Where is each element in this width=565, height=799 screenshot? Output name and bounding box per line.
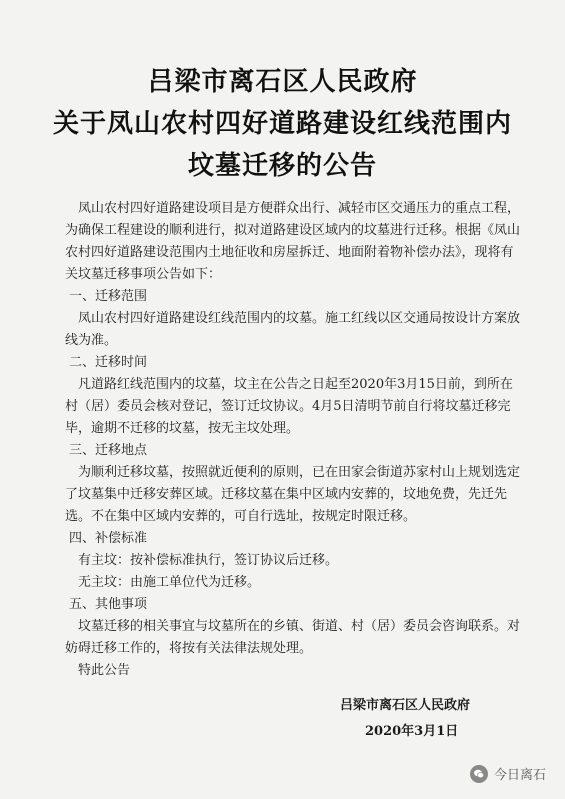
section-paragraph: 有主坟：按补偿标准执行，签订协议后迁移。 <box>78 553 339 568</box>
intro-paragraph: 凤山农村四好道路建设项目是方便群众出行、减轻市区交通压力的重点工程，为确保工程建设的顺利进行，拟对道路建设区域内的坟墓进行迁移。根据《凤山农村四好道路建设范围内土地征收和房屋拆迁、地面附着物补偿办法》，现将有关坟墓迁移事项公告如下： <box>65 201 521 282</box>
signature-org: 吕梁市离石区人民政府 <box>340 698 471 713</box>
section-heading: 五、其他事项 <box>69 597 148 612</box>
watermark-text: 今日离石 <box>494 768 547 783</box>
section-paragraph: 凤山农村四好道路建设红线范围内的坟墓。施工红线以区交通局按设计方案放线为准。 <box>65 311 521 348</box>
notice-body <box>65 198 525 682</box>
section-heading: 二、迁移时间 <box>69 355 148 370</box>
section-heading: 三、迁移地点 <box>69 443 148 458</box>
title-line-2: 关于凤山农村四好道路建设红线范围内 <box>52 109 512 139</box>
title-line-3: 坟墓迁移的公告 <box>187 151 377 181</box>
section-paragraph: 为顺利迁移坟墓，按照就近便利的原则，已在田家会街道苏家村山上规划选定了坟墓集中迁移安葬区域。迁移坟墓在集中区域内安葬的，坟地免费，先迁先选。不在集中区域内安葬的，可自行选址，按规定时限迁移。 <box>65 465 521 524</box>
wechat-icon <box>470 765 488 783</box>
signature-date: 2020年3月1日 <box>365 724 459 739</box>
section-heading: 四、补偿标准 <box>69 531 148 546</box>
watermark <box>470 764 546 783</box>
section-paragraph: 坟墓迁移的相关事宜与坟墓所在的乡镇、街道、村（居）委员会咨询联系。对妨碍迁移工作的，将按有关法律法规处理。 <box>65 619 521 656</box>
closing-text: 特此公告 <box>78 663 131 678</box>
section-heading: 一、迁移范围 <box>69 289 148 304</box>
section-paragraph: 无主坟：由施工单位代为迁移。 <box>78 575 261 590</box>
section-paragraph: 凡道路红线范围内的坟墓，坟主在公告之日起至2020年3月15日前，到所在村（居）委员会核对登记，签订迁坟协议。4月5日清明节前自行将坟墓迁移完毕，逾期不迁移的坟墓，按无主坟处理。 <box>65 377 513 436</box>
title-line-1: 吕梁市离石区人民政府 <box>147 67 418 97</box>
